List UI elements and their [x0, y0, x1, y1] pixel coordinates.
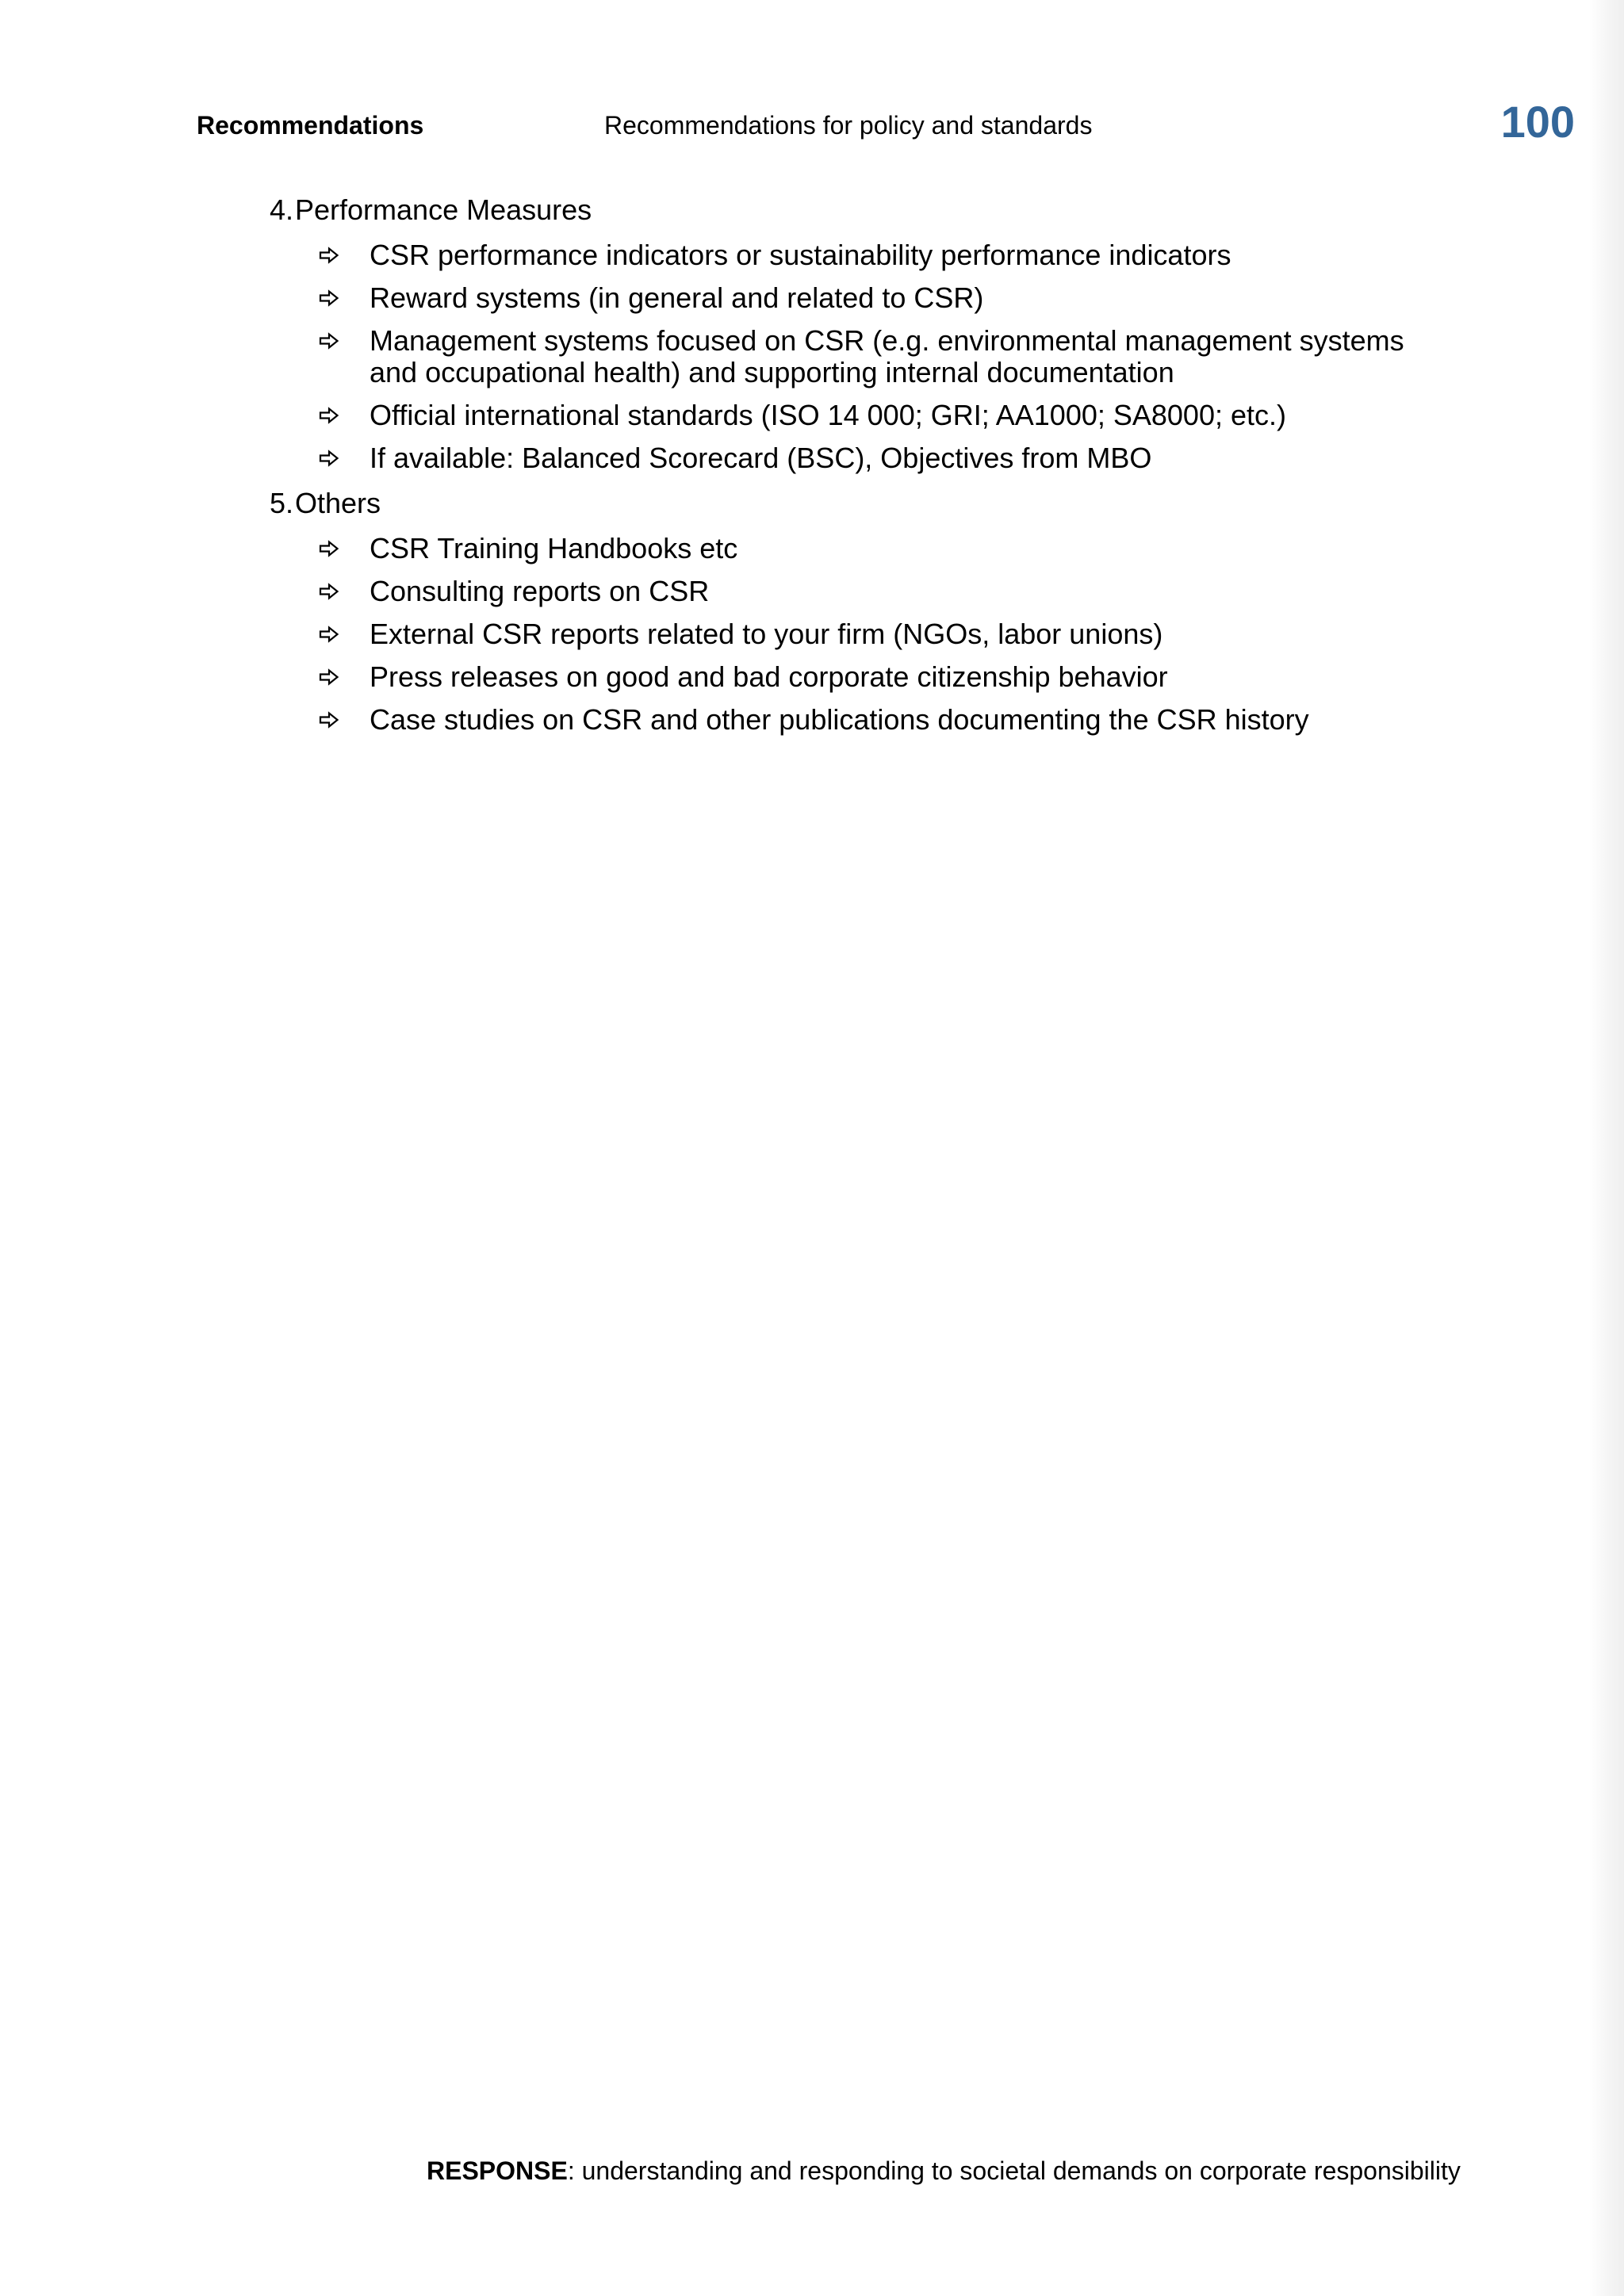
- right-arrow-outline-icon: [319, 533, 343, 564]
- right-arrow-outline-icon: [319, 442, 343, 474]
- right-arrow-outline-icon: [319, 618, 343, 650]
- list-item: [270, 533, 1459, 564]
- list-item: [270, 442, 1459, 474]
- running-header-title: Recommendations for policy and standards: [604, 111, 1093, 140]
- right-arrow-outline-icon: [319, 325, 343, 357]
- list-item-text: Official international standards (ISO 14 000; GRI; AA1000; SA8000; etc.): [370, 399, 1286, 431]
- right-arrow-outline-icon: [319, 661, 343, 693]
- list-item-text: If available: Balanced Scorecard (BSC), Objectives from MBO: [370, 442, 1152, 474]
- list-item-text: Case studies on CSR and other publications documenting the CSR history: [370, 703, 1309, 736]
- running-header-section: Recommendations: [197, 111, 424, 140]
- section-others: [270, 485, 1459, 736]
- section-heading: [270, 485, 1459, 522]
- right-arrow-outline-icon: [319, 400, 343, 431]
- list-item: [270, 400, 1459, 431]
- list-item-text: Press releases on good and bad corporate citizenship behavior: [370, 660, 1168, 693]
- section-performance-measures: [270, 192, 1459, 474]
- section-title: Performance Measures: [295, 193, 592, 226]
- section-heading: [270, 192, 1459, 228]
- page-footer: [427, 2155, 1461, 2187]
- section-title: Others: [295, 487, 381, 519]
- list-item-text: Consulting reports on CSR: [370, 575, 710, 607]
- list-item: [270, 282, 1459, 314]
- list-item-text: Reward systems (in general and related to CSR): [370, 281, 984, 314]
- section-number: 5.: [270, 487, 294, 519]
- list-item-text: External CSR reports related to your firm (NGOs, labor unions): [370, 618, 1163, 650]
- list-item: [270, 618, 1459, 650]
- document-body: [270, 192, 1459, 736]
- list-item-text: CSR performance indicators or sustainability performance indicators: [370, 239, 1231, 271]
- list-item: [270, 325, 1459, 388]
- list-item-text: CSR Training Handbooks etc: [370, 532, 738, 564]
- list-item: [270, 704, 1459, 736]
- list-item: [270, 576, 1459, 607]
- page-edge-shadow: [1589, 0, 1624, 2296]
- right-arrow-outline-icon: [319, 282, 343, 314]
- list-item: [270, 239, 1459, 271]
- list-item: [270, 661, 1459, 693]
- list-item-text: Management systems focused on CSR (e.g. environmental management systems and occupational health) and supporting internal documentation: [370, 324, 1404, 388]
- right-arrow-outline-icon: [319, 576, 343, 607]
- right-arrow-outline-icon: [319, 239, 343, 271]
- footer-title: RESPONSE: [427, 2156, 568, 2185]
- page-number: 100: [1500, 97, 1575, 147]
- footer-text: : understanding and responding to societal demands on corporate responsibility: [567, 2156, 1461, 2185]
- right-arrow-outline-icon: [319, 704, 343, 736]
- section-number: 4.: [270, 193, 294, 226]
